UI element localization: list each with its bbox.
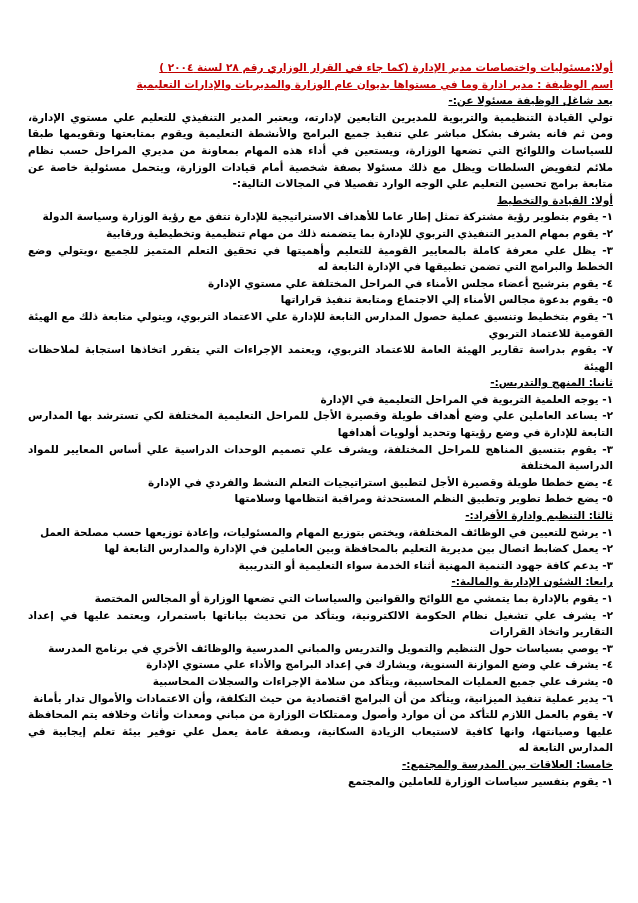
- document-page: [28, 60, 613, 790]
- list-item: ٦- يدير عملية تنفيذ الميزانية، ويتأكد من أن البرامج اقتصادية من حيث التكلفة، وأن الاعتمادات والأموال تدار بأمانة: [33, 692, 613, 705]
- section-heading: أولا: القيادة والتخطيط: [496, 194, 613, 207]
- section-heading: رابعا: الشئون الإدارية والمالية:-: [451, 576, 613, 589]
- list-item: ٤- يشرف علي وضع الموازنة السنوية، ويشارك في إعداد البرامج والأداء علي مستوي الإدارة: [146, 659, 613, 672]
- list-item: ١- يوجه العلمية التربوية في المراحل التعليمية في الإدارة: [320, 393, 613, 406]
- list-item: ٤- يضع خططا طويلة وقصيرة الأجل لتطبيق استراتيجيات التعلم النشط والفردي في الإدارة: [147, 476, 613, 489]
- list-item: ١- يرشح للتعيين في الوظائف المختلفة، ويختص بتوزيع المهام والمسئوليات، وإعادة توزيعها حسب مصلحة العمل: [40, 526, 613, 539]
- list-item: ٥- يشرف علي جميع العمليات المحاسبية، ويتأكد من سلامة الإجراءات والسجلات المحاسبية: [152, 675, 613, 688]
- list-item: ٧- يقوم بالعمل اللازم للتأكد من أن موارد وأصول وممتلكات الوزارة من مباني ومعدات وأثاث وخلافه يتم المحافظة عليها وصيانتها، وانها كافية لاستيعاب الزيادة السكانية، وبصفة عامة يعمل علي توفير بيئة تعلم إيجابية في المدارس التابعة له: [28, 709, 613, 755]
- list-item: ٢- يعمل كضابط اتصال بين مديرية التعليم بالمحافظة وبين العاملين في الإدارة والمدارس التابعة لها: [104, 543, 613, 556]
- list-item: ٥- يضع خطط تطوير وتطبيق النظم المستحدثة ومراقبة انتظامها وسلامتها: [234, 493, 613, 506]
- intro-heading: يعد شاغل الوظيفة مسئولا عن:-: [448, 95, 613, 108]
- list-item: ١- يقوم بتطوير رؤية مشتركة تمثل إطار عاما للأهداف الاستراتيجية للإدارة تتفق مع رؤية الوزارة وسياسة الدولة: [42, 211, 613, 224]
- section-heading: ثانيا: المنهج والتدريس:-: [490, 377, 613, 390]
- section-heading: ثالثا: التنظيم وادارة الأفراد:-: [465, 510, 613, 523]
- list-item: ١- يقوم بالإدارة بما يتمشي مع اللوائح والقوانين والسياسات التي تضعها الوزارة أو المجالس المختصة: [94, 593, 613, 605]
- job-title-line: اسم الوظيفة : مدير ادارة وما في مستواها بديوان عام الوزارة والمديريات والإدارات التعليمية: [136, 78, 613, 91]
- list-item: ٦- يقوم بتخطيط وتنسيق عملية حصول المدارس التابعة للإدارة علي الاعتماد التربوي، ويتولي متابعة ذلك مع الهيئة القومية للاعتماد التربوي: [28, 310, 613, 340]
- section-leadership: [28, 193, 613, 376]
- list-item: ٣- يظل علي معرفة كاملة بالمعايير القومية للتعليم وأهميتها في تحقيق التعلم المتميز للجميع ،ويتولي وضع الخطط والبرامج التي تضمن تطبيقها في الإدارة التابعة له: [28, 244, 613, 274]
- list-item: ٢- يقوم بمهام المدير التنفيذي التربوي للإدارة بما يتضمنه ذلك من مهام تنظيمية وتخطيطية ورقابية: [106, 227, 613, 240]
- list-item: ٥- يقوم بدعوة مجالس الأمناء إلي الاجتماع ومتابعة تنفيذ قراراتها: [280, 294, 613, 307]
- list-item: ٢- يساعد العاملين علي وضع أهداف طويلة وقصيرة الأجل للمراحل التعليمية المختلفة لكي تسترشد بها المدارس التابعة للإدارة في وضع رؤيتها وتحديد أولويات أهدافها: [28, 410, 613, 440]
- section-admin-finance: [28, 574, 613, 757]
- section-community: [28, 757, 613, 790]
- list-item: ٧- يقوم بدراسة تقارير الهيئة العامة للاعتماد التربوي، ويعتمد الإجراءات التي يتقرر اتخاذها استجابة لملاحظات الهيئة: [28, 344, 613, 373]
- intro-paragraph: تولي القيادة التنظيمية والتربوية للمديرين التابعين لإدارته، ويعتبر المدير التنفيذي للتعليم علي مستوي الإدارة، ومن ثم فانه يشرف بشكل مباشر علي تنفيذ جميع البرامج والأنشطة التعليمية ويقوم بمتابعتها وتقويمها طبقا للسياسات واللوائح التي تضعها الوزارة، ويستعين في أداء هذه المهام بمعاونة من مديري المراحل حسب نظام ملائم لتفويض السلطات ويظل مع ذلك مسئولا بصفة شخصية أمام قيادات الوزارة، ويتحمل مسئولية خاصة عن متابعة برامج تحسين التعليم علي الوجه الوارد تفصيلا في المجالات التالية:-: [28, 111, 613, 191]
- list-item: ٢- يشرف علي تشغيل نظام الحكومة الالكترونية، ويتأكد من تحديث بياناتها باستمرار، ويعتمد عليها في إعداد التقارير واتخاذ القرارات: [28, 609, 613, 639]
- list-item: ٣- يوصي بسياسات حول التنظيم والتمويل والتدريس والمباني المدرسية والوظائف الأخري في برنامج المدرسة: [48, 642, 613, 655]
- document-title: أولا:مسئوليات واختصاصات مدير الإدارة (كما جاء في القرار الوزاري رقم ٢٨ لسنة ٢٠٠٤ ): [159, 62, 613, 74]
- section-heading: خامسا: العلاقات بين المدرسة والمجتمع:-: [401, 758, 613, 771]
- list-item: ٣- يقوم بتنسيق المناهج للمراحل المختلفة، ويشرف علي تصميم الوحدات الدراسية علي أساس المعايير للمواد الدراسية المختلفة: [28, 443, 613, 473]
- list-item: ٣- يدعم كافة جهود التنمية المهنية أثناء الخدمة سواء التعليمية أو التدريبية: [238, 559, 613, 572]
- section-organization: [28, 508, 613, 574]
- list-item: ١- يقوم بتفسير سياسات الوزارة للعاملين والمجتمع: [348, 775, 613, 788]
- list-item: ٤- يقوم بترشيح أعضاء مجلس الأمناء في المراحل المختلفة علي مستوي الإدارة: [207, 277, 613, 290]
- section-curriculum: [28, 375, 613, 508]
